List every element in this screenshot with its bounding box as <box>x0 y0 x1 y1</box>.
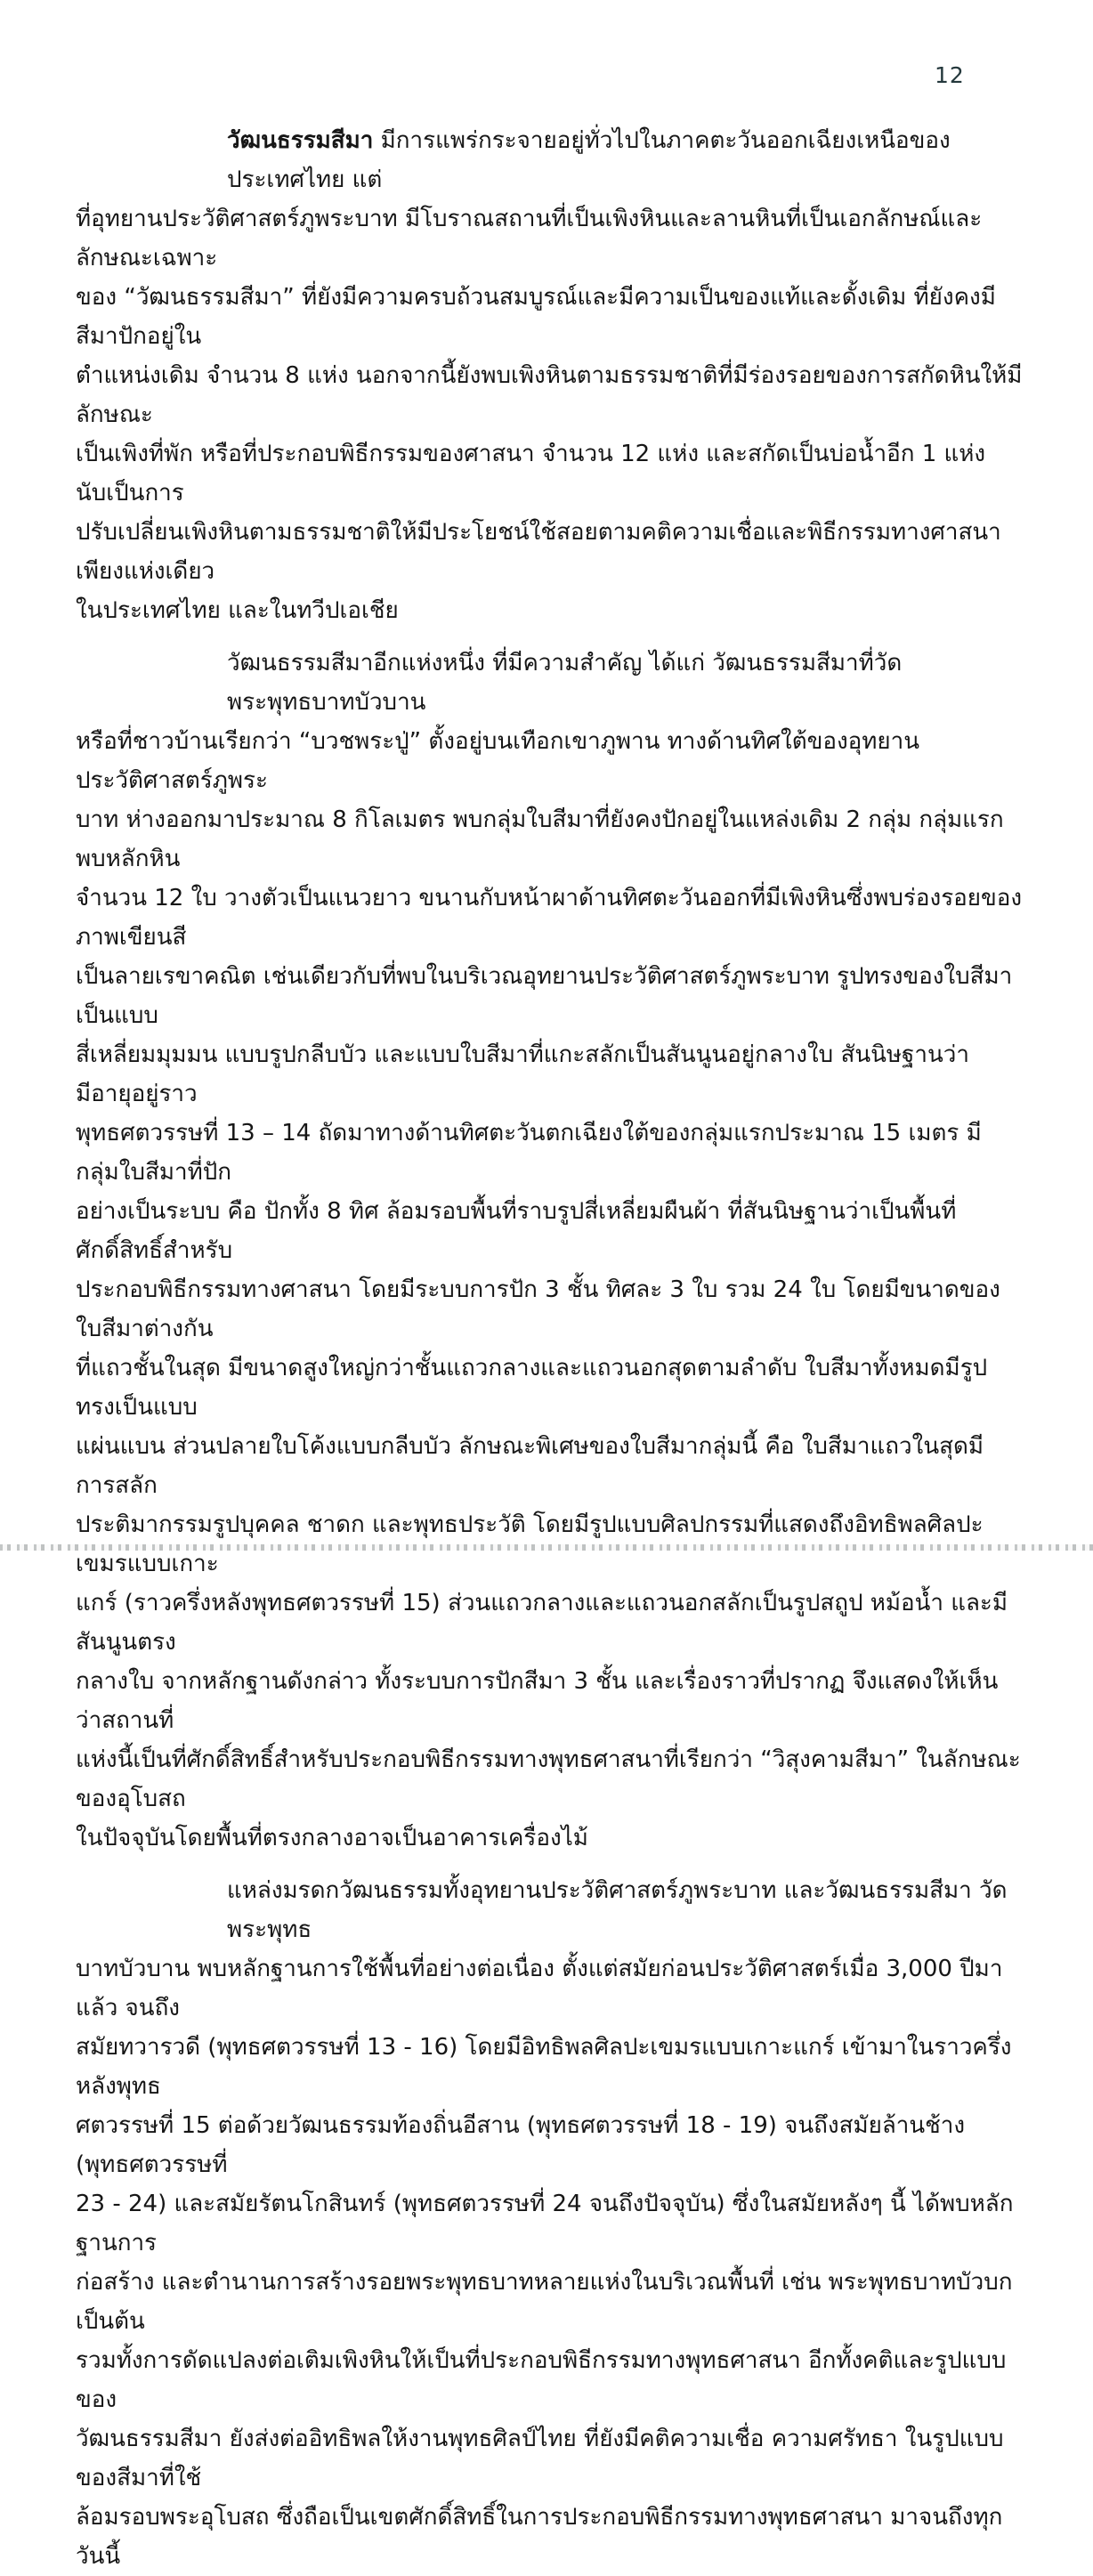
paragraph <box>76 121 1023 630</box>
text-line: แห่งนี้เป็นที่ศักดิ์สิทธิ์สำหรับประกอบพิธีกรรมทางพุทธศาสนาที่เรียกว่า “วิสุงคามสีมา” ในลักษณะของอุโบสถ <box>76 1746 1021 1812</box>
text-line: ประติมากรรมรูปบุคคล ชาดก และพุทธประวัติ โดยมีรูปแบบศิลปกรรมที่แสดงถึงอิทธิพลศิลปะเขมรแบบเกาะ <box>76 1511 984 1577</box>
text-line: บาทบัวบาน พบหลักฐานการใช้พื้นที่อย่างต่อเนื่อง ตั้งแต่สมัยก่อนประวัติศาสตร์เมื่อ 3,000 ปีมาแล้ว จนถึง <box>76 1956 1003 2021</box>
text-line: รวมทั้งการดัดแปลงต่อเติมเพิงหินให้เป็นที่ประกอบพิธีกรรมทางพุทธศาสนา อีกทั้งคติและรูปแบบของ <box>76 2347 1007 2413</box>
paragraph <box>76 1871 1023 2576</box>
scan-artifact-bottom-edge <box>0 1544 1093 1551</box>
text-line: ที่อุทยานประวัติศาสตร์ภูพระบาท มีโบราณสถานที่เป็นเพิงหินและลานหินที่เป็นเอกลักษณ์และลักษณะเฉพาะ <box>76 206 983 271</box>
text-line: จำนวน 12 ใบ วางตัวเป็นแนวยาว ขนานกับหน้าผาด้านทิศตะวันออกที่มีเพิงหินซึ่งพบร่องรอยของภาพเขียนสี <box>76 885 1023 951</box>
text-line: แผ่นแบน ส่วนปลายใบโค้งแบบกลีบบัว ลักษณะพิเศษของใบสีมากลุ่มนี้ คือ ใบสีมาแถวในสุดมีการสลัก <box>76 1433 984 1499</box>
text-line: วัฒนธรรมสีมาอีกแห่งหนึ่ง ที่มีความสำคัญ ได้แก่ วัฒนธรรมสีมาที่วัดพระพุทธบาทบัวบาน <box>227 650 903 716</box>
text-line: วัฒนธรรมสีมา มีการแพร่กระจายอยู่ทั่วไปในภาคตะวันออกเฉียงเหนือของประเทศไทย แต่ <box>227 127 951 193</box>
paragraph <box>76 644 1023 1858</box>
document-body <box>76 121 1023 2576</box>
text-line: กลางใบ จากหลักฐานดังกล่าว ทั้งระบบการปักสีมา 3 ชั้น และเรื่องราวที่ปรากฏ จึงแสดงให้เห็นว่าสถานที่ <box>76 1668 999 1734</box>
page-number: 12 <box>935 62 965 88</box>
text-line: ประกอบพิธีกรรมทางศาสนา โดยมีระบบการปัก 3 ชั้น ทิศละ 3 ใบ รวม 24 ใบ โดยมีขนาดของใบสีมาต่างกัน <box>76 1276 1000 1342</box>
text-line: สี่เหลี่ยมมุมมน แบบรูปกลีบบัว และแบบใบสีมาที่แกะสลักเป็นสันนูนอยู่กลางใบ สันนิษฐานว่ามีอายุอยู่ราว <box>76 1041 969 1107</box>
text-line: ล้อมรอบพระอุโบสถ ซึ่งถือเป็นเขตศักดิ์สิทธิ์ในการประกอบพิธีกรรมทางพุทธศาสนา มาจนถึงทุกวันนี้ <box>76 2504 1003 2570</box>
text-line: แกร์ (ราวครึ่งหลังพุทธศตวรรษที่ 15) ส่วนแถวกลางและแถวนอกสลักเป็นรูปสถูป หม้อน้ำ และมีสันนูนตรง <box>76 1590 1008 1656</box>
paragraph-lead-bold: วัฒนธรรมสีมา <box>227 127 374 154</box>
text-line: ในประเทศไทย และในทวีปเอเชีย <box>76 597 399 624</box>
text-line: ของ “วัฒนธรรมสีมา” ที่ยังมีความครบถ้วนสมบูรณ์และมีความเป็นของแท้และดั้งเดิม ที่ยังคงมีสีมาปักอยู่ใน <box>76 284 996 350</box>
text-line: แหล่งมรดกวัฒนธรรมทั้งอุทยานประวัติศาสตร์ภูพระบาท และวัฒนธรรมสีมา วัดพระพุทธ <box>227 1877 1008 1943</box>
text-line: เป็นเพิงที่พัก หรือที่ประกอบพิธีกรรมของศาสนา จำนวน 12 แห่ง และสกัดเป็นบ่อน้ำอีก 1 แห่ง นับเป็นการ <box>76 441 986 506</box>
text-line: วัฒนธรรมสีมา ยังส่งต่ออิทธิพลให้งานพุทธศิลป์ไทย ที่ยังมีคติความเชื่อ ความศรัทธา ในรูปแบบของสีมาที่ใช้ <box>76 2426 1004 2491</box>
text-line: อย่างเป็นระบบ คือ ปักทั้ง 8 ทิศ ล้อมรอบพื้นที่ราบรูปสี่เหลี่ยมผืนผ้า ที่สันนิษฐานว่าเป็นพื้นที่ศักดิ์สิทธิ์สำหรับ <box>76 1198 957 1264</box>
text-line: หรือที่ชาวบ้านเรียกว่า “บวชพระปู่” ตั้งอยู่บนเทือกเขาภูพาน ทางด้านทิศใต้ของอุทยานประวัติศาสตร์ภูพระ <box>76 728 920 794</box>
text-line: ตำแหน่งเดิม จำนวน 8 แห่ง นอกจากนี้ยังพบเพิงหินตามธรรมชาติที่มีร่องรอยของการสกัดหินให้มีลักษณะ <box>76 362 1023 428</box>
text-line: บาท ห่างออกมาประมาณ 8 กิโลเมตร พบกลุ่มใบสีมาที่ยังคงปักอยู่ในแหล่งเดิม 2 กลุ่ม กลุ่มแรกพบหลักหิน <box>76 806 1004 872</box>
text-line: ที่แถวชั้นในสุด มีขนาดสูงใหญ่กว่าชั้นแถวกลางและแถวนอกสุดตามลำดับ ใบสีมาทั้งหมดมีรูปทรงเป็นแบบ <box>76 1355 988 1421</box>
text-line: เป็นลายเรขาคณิต เช่นเดียวกับที่พบในบริเวณอุทยานประวัติศาสตร์ภูพระบาท รูปทรงของใบสีมาเป็นแบบ <box>76 963 1013 1029</box>
text-line: ศตวรรษที่ 15 ต่อด้วยวัฒนธรรมท้องถิ่นอีสาน (พุทธศตวรรษที่ 18 - 19) จนถึงสมัยล้านช้าง (พุทธศตวรรษที่ <box>76 2112 966 2178</box>
text-line: พุทธศตวรรษที่ 13 – 14 ถัดมาทางด้านทิศตะวันตกเฉียงใต้ของกลุ่มแรกประมาณ 15 เมตร มีกลุ่มใบสีมาที่ปัก <box>76 1120 982 1186</box>
text-line: ในปัจจุบันโดยพื้นที่ตรงกลางอาจเป็นอาคารเครื่องไม้ <box>76 1825 588 1851</box>
text-line: ก่อสร้าง และตำนานการสร้างรอยพระพุทธบาทหลายแห่งในบริเวณพื้นที่ เช่น พระพุทธบาทบัวบก เป็นต้น <box>76 2269 1013 2335</box>
text-line: สมัยทวารวดี (พุทธศตวรรษที่ 13 - 16) โดยมีอิทธิพลศิลปะเขมรแบบเกาะแกร์ เข้ามาในราวครึ่งหลังพุทธ <box>76 2034 1012 2100</box>
text-line: 23 - 24) และสมัยรัตนโกสินทร์ (พุทธศตวรรษที่ 24 จนถึงปัจจุบัน) ซึ่งในสมัยหลังๆ นี้ ได้พบหลักฐานการ <box>76 2191 1014 2256</box>
text-line: ปรับเปลี่ยนเพิงหินตามธรรมชาติให้มีประโยชน์ใช้สอยตามคติความเชื่อและพิธีกรรมทางศาสนา เพียงแห่งเดียว <box>76 519 1001 585</box>
